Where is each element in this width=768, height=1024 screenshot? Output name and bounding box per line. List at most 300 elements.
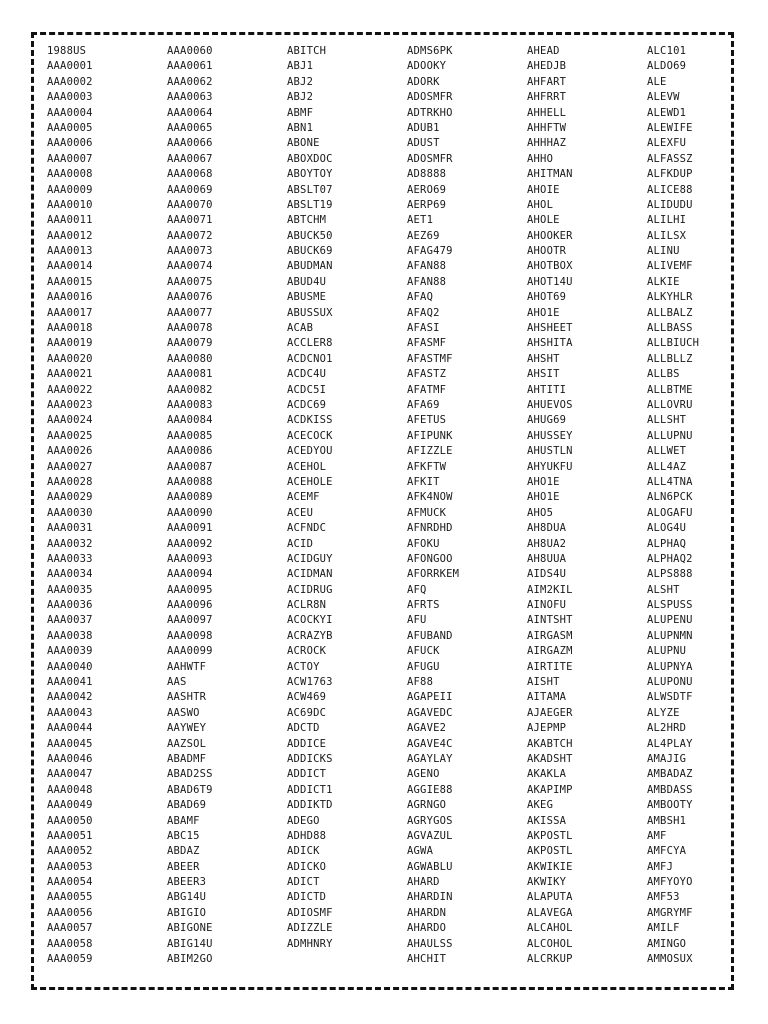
plate-entry: AAA0042 (47, 691, 93, 704)
plate-entry: ALN6PCK (647, 491, 693, 504)
plate-entry: ACEMF (287, 491, 320, 504)
plate-entry: AHO1E (527, 475, 560, 488)
plate-entry: AINTSHT (527, 614, 573, 627)
plate-entry: AAA0098 (167, 629, 213, 642)
plate-entry: ALCRKUP (527, 953, 573, 966)
plate-entry: ACTOY (287, 660, 320, 673)
plate-entry: AAA0073 (167, 245, 213, 258)
plate-entry: ALCAHOL (527, 922, 573, 935)
plate-entry: AASHTR (167, 691, 207, 704)
plate-entry: AAA0093 (167, 552, 213, 565)
plate-entry: ACEDYOU (287, 445, 333, 458)
plate-entry: AGAVEDC (407, 706, 453, 719)
plate-entry: ABUCK69 (287, 245, 333, 258)
plate-entry: AAA0029 (47, 491, 93, 504)
plate-entry: AAA0007 (47, 152, 93, 165)
plate-entry: AAA0070 (167, 198, 213, 211)
plate-entry: AHOLE (527, 214, 560, 227)
plate-entry: ALEWD1 (647, 106, 687, 119)
plate-entry: ABUD4U (287, 275, 327, 288)
plate-entry: ABJ2 (287, 91, 314, 104)
plate-entry: AAA0031 (47, 522, 93, 535)
plate-entry: ALOGAFU (647, 506, 693, 519)
plate-entry: AF88 (407, 676, 434, 689)
plate-entry: AFAN88 (407, 275, 447, 288)
plate-entry: AAA0076 (167, 291, 213, 304)
plate-entry: AMBSH1 (647, 814, 687, 827)
plate-entry: AAA0041 (47, 676, 93, 689)
plate-entry: AAA0092 (167, 537, 213, 550)
plate-entry: AAA0020 (47, 352, 93, 365)
plate-entry: AAA0071 (167, 214, 213, 227)
plate-entry: AMGRYMF (647, 906, 693, 919)
plate-entry: AAA0077 (167, 306, 213, 319)
plate-entry: AGAVE2 (407, 722, 447, 735)
plate-entry: AISHT (527, 676, 560, 689)
plate-entry: AGWABLU (407, 860, 453, 873)
plate-entry: ALIVEMF (647, 260, 693, 273)
plate-entry: AMFYOYO (647, 876, 693, 889)
plate-entry: ADEGO (287, 814, 320, 827)
plate-entry: ACEHOL (287, 460, 327, 473)
plate-entry: AHSHEET (527, 322, 573, 335)
plate-entry: ALLWET (647, 445, 687, 458)
plate-entry: AKEG (527, 799, 554, 812)
plate-entry: ALE (647, 75, 667, 88)
plate-entry: AKABTCH (527, 737, 573, 750)
plate-entry: ABAD2SS (167, 768, 213, 781)
plate-entry: AAA0064 (167, 106, 213, 119)
plate-entry: ACOCKYI (287, 614, 333, 627)
plate-entry: AHSHITA (527, 337, 573, 350)
plate-entry: AHYUKFU (527, 460, 573, 473)
plate-entry: AH8UA2 (527, 537, 567, 550)
plate-entry: AHHHAZ (527, 137, 567, 150)
plate-entry: ADOSMFR (407, 152, 453, 165)
plate-entry: ACCLER8 (287, 337, 333, 350)
plate-entry: AFORRKEM (407, 568, 460, 581)
plate-entry: AHEAD (527, 45, 560, 57)
plate-entry: AAA0059 (47, 953, 93, 966)
plate-entry: AERO69 (407, 183, 447, 196)
plate-entry: AAA0068 (167, 168, 213, 181)
plate-entry: AAA0043 (47, 706, 93, 719)
plate-entry: AAA0048 (47, 783, 93, 796)
plate-entry: AHHFTW (527, 121, 567, 134)
plate-entry: ALLBLLZ (647, 352, 693, 365)
plate-entry: AAA0026 (47, 445, 93, 458)
plate-entry: AAA0002 (47, 75, 93, 88)
plate-entry: ALEXFU (647, 137, 687, 150)
plate-entry: AFNRDHD (407, 522, 453, 535)
plate-entry: AAA0012 (47, 229, 93, 242)
plate-entry: AFATMF (407, 383, 447, 396)
plate-entry: AAA0004 (47, 106, 93, 119)
plate-entry: AHHO (527, 152, 554, 165)
plate-entry: ALAVEGA (527, 906, 573, 919)
plate-entry: ACDC69 (287, 398, 327, 411)
plate-entry: ACFNDC (287, 522, 327, 535)
plate-entry: AAA0014 (47, 260, 93, 273)
plate-entry: AAA0074 (167, 260, 213, 273)
plate-entry: AAA0082 (167, 383, 213, 396)
plate-entry: AAA0091 (167, 522, 213, 535)
plate-entry: AHEDJB (527, 60, 567, 73)
plate-entry: ALUPONU (647, 676, 693, 689)
plate-entry: ALUPNYA (647, 660, 693, 673)
plate-entry: AAA0097 (167, 614, 213, 627)
plate-entry: AAA0096 (167, 599, 213, 612)
plate-entry: AAA0051 (47, 829, 93, 842)
plate-entry: ALICE88 (647, 183, 693, 196)
plate-entry: ALC101 (647, 45, 687, 57)
plate-entry: ACW1763 (287, 676, 333, 689)
plate-entry: AAA0038 (47, 629, 93, 642)
plate-entry: AHITMAN (527, 168, 573, 181)
plate-entry: AFETUS (407, 414, 447, 427)
plate-entry: AMILF (647, 922, 680, 935)
plate-entry: AIRGAZM (527, 645, 573, 658)
plate-entry: ALEWIFE (647, 121, 693, 134)
plate-column-2 (167, 44, 287, 968)
plate-entry: ADHD88 (287, 829, 327, 842)
plate-entry: AAS (167, 676, 187, 689)
plate-entry: AAA0036 (47, 599, 93, 612)
plate-entry: AHFART (527, 75, 567, 88)
plate-entry: ABN1 (287, 121, 314, 134)
plate-entry: ADMHNRY (287, 937, 333, 950)
plate-entry: ACLR8N (287, 599, 327, 612)
plate-entry: ABSLT19 (287, 198, 333, 211)
plate-entry: AHUEVOS (527, 398, 573, 411)
plate-entry: AAA0095 (167, 583, 213, 596)
plate-entry: AHARD (407, 876, 440, 889)
plate-entry: AMFCYA (647, 845, 687, 858)
plate-entry: AFK4NOW (407, 491, 453, 504)
plate-entry: AAA0039 (47, 645, 93, 658)
plate-entry: ALILSX (647, 229, 687, 242)
plate-entry: AKWIKIE (527, 860, 573, 873)
plate-entry: AGAPEII (407, 691, 453, 704)
plate-entry: AGAVE4C (407, 737, 453, 750)
plate-entry: AFONGOO (407, 552, 453, 565)
plate-entry: ABIGIO (167, 906, 207, 919)
plate-entry: ABG14U (167, 891, 207, 904)
plate-entry: ADDICKS (287, 752, 333, 765)
plate-entry: AFAG479 (407, 245, 453, 258)
plate-entry: AAA0080 (167, 352, 213, 365)
plate-entry: ALIDUDU (647, 198, 693, 211)
plate-entry: AAA0058 (47, 937, 93, 950)
plate-entry: AHO1E (527, 491, 560, 504)
plate-column-6 (647, 44, 727, 968)
plate-entry: AAA0069 (167, 183, 213, 196)
plate-entry: ALYZE (647, 706, 680, 719)
plate-entry: ABMF (287, 106, 314, 119)
plate-entry: AAA0060 (167, 45, 213, 57)
plate-column-4 (407, 44, 527, 968)
plate-entry: ALLBASS (647, 322, 693, 335)
plate-entry: ALLBALZ (647, 306, 693, 319)
plate-entry: AFRTS (407, 599, 440, 612)
plate-entry: AAA0010 (47, 198, 93, 211)
plate-entry: ADIZZLE (287, 922, 333, 935)
plate-entry: AAA0030 (47, 506, 93, 519)
plate-entry: AERP69 (407, 198, 447, 211)
plate-entry: AFIZZLE (407, 445, 453, 458)
plate-entry: AJAEGER (527, 706, 573, 719)
plate-entry: AAA0090 (167, 506, 213, 519)
plate-entry: AAA0044 (47, 722, 93, 735)
plate-entry: AKPOSTL (527, 829, 573, 842)
plate-entry: AMFJ (647, 860, 674, 873)
plate-entry: AAA0046 (47, 752, 93, 765)
plate-entry: ALPS888 (647, 568, 693, 581)
plate-column-5 (527, 44, 647, 968)
plate-entry: AAA0099 (167, 645, 213, 658)
plate-entry: ACIDRUG (287, 583, 333, 596)
plate-entry: AAA0016 (47, 291, 93, 304)
plate-entry: AGRYGOS (407, 814, 453, 827)
plate-entry: AAA0094 (167, 568, 213, 581)
plate-entry: AINOFU (527, 599, 567, 612)
plate-entry: ABJ1 (287, 60, 314, 73)
plate-entry: AGAYLAY (407, 752, 453, 765)
plate-column-3 (287, 44, 407, 968)
plate-entry: AAA0017 (47, 306, 93, 319)
plate-entry: ALPHAQ (647, 537, 687, 550)
plate-entry: AAA0087 (167, 460, 213, 473)
plate-entry: 1988US (47, 45, 87, 57)
plate-entry: AAA0083 (167, 398, 213, 411)
plate-entry: ABSLT07 (287, 183, 333, 196)
plate-entry: ALLSHT (647, 414, 687, 427)
plate-entry: AFQ (407, 583, 427, 596)
plate-entry: AAA0027 (47, 460, 93, 473)
plate-entry: ABOXDOC (287, 152, 333, 165)
plate-entry: AGENO (407, 768, 440, 781)
plate-entry: AGWA (407, 845, 434, 858)
plate-entry: AAA0033 (47, 552, 93, 565)
plate-entry: ABITCH (287, 45, 327, 57)
plate-entry: ALDO69 (647, 60, 687, 73)
plate-entry: AAA0008 (47, 168, 93, 181)
plate-entry: AAA0057 (47, 922, 93, 935)
plate-entry: AHARDIN (407, 891, 453, 904)
plate-entry: AIRTITE (527, 660, 573, 673)
plate-entry: AMF (647, 829, 667, 842)
plate-entry: ALL4AZ (647, 460, 687, 473)
plate-entry: ACROCK (287, 645, 327, 658)
plate-entry: AHARDN (407, 906, 447, 919)
plate-entry: AHOT14U (527, 275, 573, 288)
plate-entry: ALLBTME (647, 383, 693, 396)
plate-entry: AAA0040 (47, 660, 93, 673)
plate-entry: AAA0005 (47, 121, 93, 134)
plate-entry: AAA0011 (47, 214, 93, 227)
plate-entry: AFUCK (407, 645, 440, 658)
plate-entry: AHAULSS (407, 937, 453, 950)
plate-entry: AAA0025 (47, 429, 93, 442)
plate-entry: AGRNGO (407, 799, 447, 812)
plate-entry: AKAKLA (527, 768, 567, 781)
plate-entry: ADDICT (287, 768, 327, 781)
plate-entry: AITAMA (527, 691, 567, 704)
plate-entry: AAA0067 (167, 152, 213, 165)
plate-entry: ADICTD (287, 891, 327, 904)
plate-entry: AAA0028 (47, 475, 93, 488)
plate-entry: AMBDASS (647, 783, 693, 796)
plate-entry: ACID (287, 537, 314, 550)
plate-entry: AFASMF (407, 337, 447, 350)
plate-entry: AAA0003 (47, 91, 93, 104)
plate-entry: AKPOSTL (527, 845, 573, 858)
plate-entry: ALKYHLR (647, 291, 693, 304)
plate-entry: AKISSA (527, 814, 567, 827)
plate-entry: AET1 (407, 214, 434, 227)
plate-entry: ACIDGUY (287, 552, 333, 565)
plate-entry: ALKIE (647, 275, 680, 288)
plate-entry: ABUCK50 (287, 229, 333, 242)
plate-entry: AAA0055 (47, 891, 93, 904)
plate-entry: AHUSTLN (527, 445, 573, 458)
plate-entry: AD8888 (407, 168, 447, 181)
plate-entry: ACAB (287, 322, 314, 335)
plate-entry: AFKIT (407, 475, 440, 488)
plate-entry: AAA0062 (167, 75, 213, 88)
plate-entry: AFA69 (407, 398, 440, 411)
plate-entry: ACEU (287, 506, 314, 519)
plate-entry: ABIM2GO (167, 953, 213, 966)
plate-entry: AAA0088 (167, 475, 213, 488)
plate-entry: AL2HRD (647, 722, 687, 735)
plate-entry: ADICK (287, 845, 320, 858)
plate-entry: AAA0089 (167, 491, 213, 504)
plate-entry: AJEPMP (527, 722, 567, 735)
plate-entry: AMINGO (647, 937, 687, 950)
plate-entry: ABTCHM (287, 214, 327, 227)
plate-entry: AHOTBOX (527, 260, 573, 273)
plate-entry: AAA0056 (47, 906, 93, 919)
plate-entry: ACIDMAN (287, 568, 333, 581)
plate-entry: AAA0065 (167, 121, 213, 134)
plate-entry: ALAPUTA (527, 891, 573, 904)
plate-entry: AAA0032 (47, 537, 93, 550)
plate-entry: AFASTZ (407, 368, 447, 381)
plate-entry: ABIG14U (167, 937, 213, 950)
plate-entry: AAA0037 (47, 614, 93, 627)
plate-entry: AHOOTR (527, 245, 567, 258)
plate-entry: AAA0018 (47, 322, 93, 335)
plate-entry: AAA0015 (47, 275, 93, 288)
plate-entry: ALL4TNA (647, 475, 693, 488)
plate-entry: AFU (407, 614, 427, 627)
plate-entry: AAA0072 (167, 229, 213, 242)
plate-entry: AHOL (527, 198, 554, 211)
plate-entry: AHSHT (527, 352, 560, 365)
plate-entry: AAA0054 (47, 876, 93, 889)
plate-entry: AAA0001 (47, 60, 93, 73)
plate-entry: ALUPENU (647, 614, 693, 627)
plate-entry: AH8DUA (527, 522, 567, 535)
plate-entry: AAA0085 (167, 429, 213, 442)
plate-entry: AHOT69 (527, 291, 567, 304)
plate-entry: ADOSMFR (407, 91, 453, 104)
plate-entry: ADICKO (287, 860, 327, 873)
plate-entry: ADICT (287, 876, 320, 889)
plate-entry: ALINU (647, 245, 680, 258)
plate-entry: ALOG4U (647, 522, 687, 535)
plate-entry: ALSPUSS (647, 599, 693, 612)
plate-entry: ADMS6PK (407, 45, 453, 57)
plate-entry: AH8UUA (527, 552, 567, 565)
plate-entry: AAA0075 (167, 275, 213, 288)
plate-entry: AASWO (167, 706, 200, 719)
plate-entry: AMBOOTY (647, 799, 693, 812)
plate-entry: ABAD6T9 (167, 783, 213, 796)
plate-entry: AIM2KIL (527, 583, 573, 596)
plate-entry: ACDC5I (287, 383, 327, 396)
plate-entry: ABUSSUX (287, 306, 333, 319)
plate-entry: AAZSOL (167, 737, 207, 750)
plate-entry: ADTRKHO (407, 106, 453, 119)
plate-entry: AAA0052 (47, 845, 93, 858)
plate-entry: AAA0045 (47, 737, 93, 750)
plate-entry: AAA0053 (47, 860, 93, 873)
plate-entry: ABADMF (167, 752, 207, 765)
plate-entry: AAA0019 (47, 337, 93, 350)
plate-entry: ABOYTOY (287, 168, 333, 181)
plate-entry: AAA0084 (167, 414, 213, 427)
plate-entry: ABAD69 (167, 799, 207, 812)
plate-entry: AAA0078 (167, 322, 213, 335)
plate-entry: ALEVW (647, 91, 680, 104)
plate-entry: AGVAZUL (407, 829, 453, 842)
plate-entry: ABEER (167, 860, 200, 873)
plate-entry: AHOIE (527, 183, 560, 196)
plate-entry: AMAJIG (647, 752, 687, 765)
plate-entry: ALLOVRU (647, 398, 693, 411)
plate-entry: AAA0050 (47, 814, 93, 827)
plate-entry: AFASTMF (407, 352, 453, 365)
plate-entry: AHARDO (407, 922, 447, 935)
plate-entry: AHO5 (527, 506, 554, 519)
plate-entry: AEZ69 (407, 229, 440, 242)
plate-entry: ADDICT1 (287, 783, 333, 796)
plate-entry: AAA0022 (47, 383, 93, 396)
plate-entry: ALWSDTF (647, 691, 693, 704)
plate-entry: ALILHI (647, 214, 687, 227)
plate-entry: AAA0023 (47, 398, 93, 411)
plate-entry: AAA0021 (47, 368, 93, 381)
plate-entry: AAHWTF (167, 660, 207, 673)
plate-entry: AAA0063 (167, 91, 213, 104)
plate-entry: AHSIT (527, 368, 560, 381)
plate-entry: AHCHIT (407, 953, 447, 966)
plate-entry: AMF53 (647, 891, 680, 904)
plate-entry: ALSHT (647, 583, 680, 596)
plate-entry: AFASI (407, 322, 440, 335)
plate-entry: ADUST (407, 137, 440, 150)
plate-entry: AGGIE88 (407, 783, 453, 796)
plate-entry: ABUSME (287, 291, 327, 304)
plate-entry: ADOOKY (407, 60, 447, 73)
plate-list-grid (47, 44, 727, 968)
plate-entry: AFOKU (407, 537, 440, 550)
plate-entry: ACW469 (287, 691, 327, 704)
plate-entry: AIRGASM (527, 629, 573, 642)
plate-entry: AHO1E (527, 306, 560, 319)
